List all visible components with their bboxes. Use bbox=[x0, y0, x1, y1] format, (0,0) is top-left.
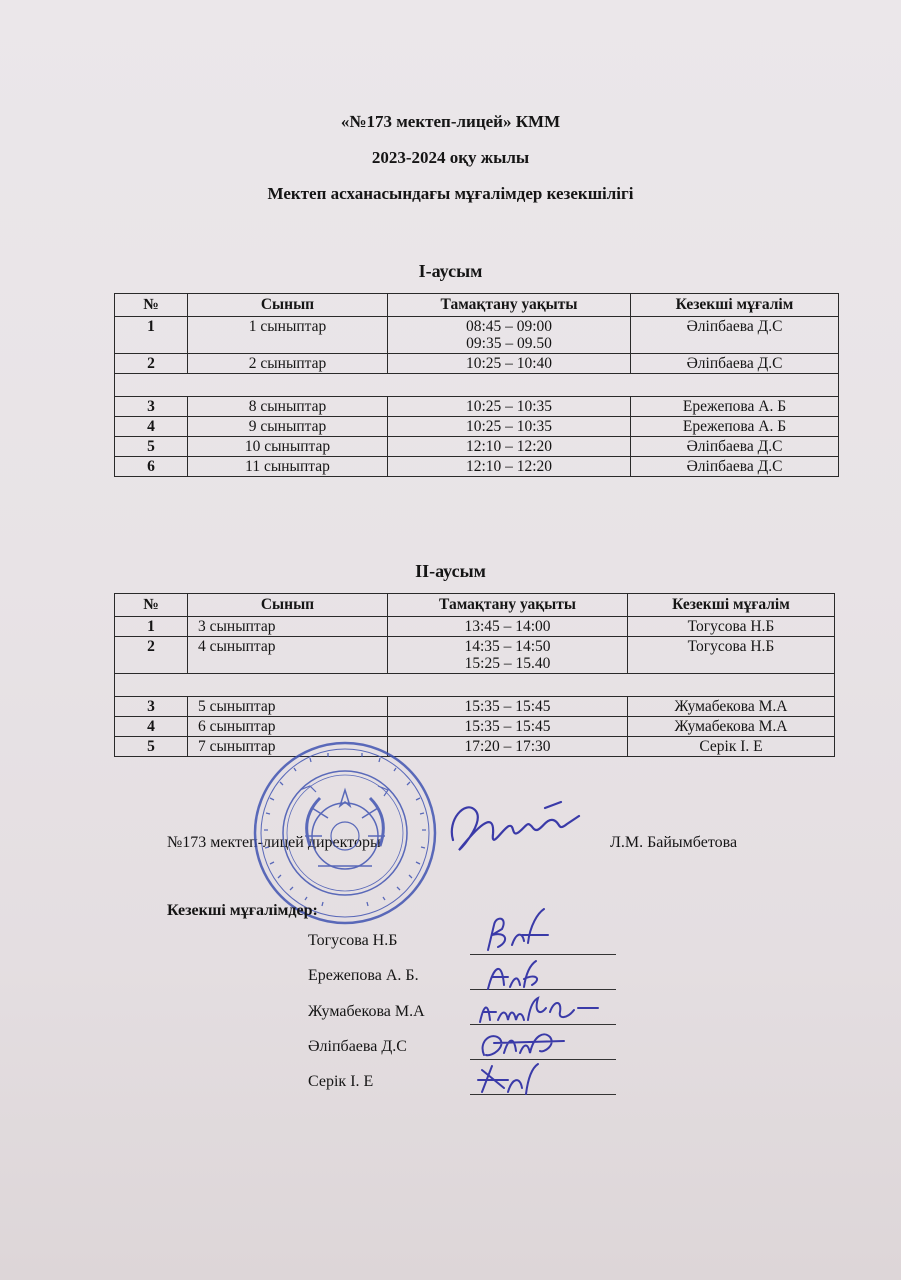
table-row bbox=[115, 354, 839, 374]
col-header-teacher: Кезекші мұғалім bbox=[628, 594, 835, 617]
row-time: 10:25 – 10:40 bbox=[388, 354, 631, 374]
teacher-name: Тогусова Н.Б bbox=[308, 932, 398, 949]
row-class: 2 сыныптар bbox=[188, 354, 388, 374]
teachers-label: Кезекші мұғалімдер: bbox=[167, 902, 318, 919]
table-row bbox=[115, 737, 835, 757]
signature-icon bbox=[480, 955, 560, 995]
col-header-num: № bbox=[115, 294, 188, 317]
row-teacher: Жумабекова М.А bbox=[628, 697, 835, 717]
table-row bbox=[115, 617, 835, 637]
director-label: №173 мектеп-лицей директоры bbox=[167, 834, 381, 851]
table-spacer-row bbox=[115, 674, 835, 697]
col-header-time: Тамақтану уақыты bbox=[388, 594, 628, 617]
table-row bbox=[115, 317, 839, 354]
row-teacher: Серік І. Е bbox=[628, 737, 835, 757]
row-time: 10:25 – 10:35 bbox=[388, 417, 631, 437]
col-header-time: Тамақтану уақыты bbox=[388, 294, 631, 317]
table-row bbox=[115, 397, 839, 417]
row-time: 13:45 – 14:00 bbox=[388, 617, 628, 637]
row-num: 3 bbox=[115, 397, 188, 417]
row-num: 6 bbox=[115, 457, 188, 477]
col-header-class: Сынып bbox=[188, 294, 388, 317]
row-teacher: Тогусова Н.Б bbox=[628, 637, 835, 674]
header-line-1: «№173 мектеп-лицей» КММ bbox=[340, 112, 561, 131]
signature-icon bbox=[478, 905, 558, 960]
row-num: 1 bbox=[115, 617, 188, 637]
row-class: 8 сыныптар bbox=[188, 397, 388, 417]
row-class: 6 сыныптар bbox=[188, 717, 388, 737]
col-header-class: Сынып bbox=[188, 594, 388, 617]
table-spacer-row bbox=[115, 374, 839, 397]
row-time: 15:35 – 15:45 bbox=[388, 717, 628, 737]
col-header-num: № bbox=[115, 594, 188, 617]
row-num: 3 bbox=[115, 697, 188, 717]
row-class: 9 сыныптар bbox=[188, 417, 388, 437]
table-header-row bbox=[115, 294, 839, 317]
row-class: 4 сыныптар bbox=[188, 637, 388, 674]
time-slot: 14:35 – 14:50 bbox=[464, 638, 551, 655]
spacer-cell bbox=[115, 674, 835, 697]
row-class: 7 сыныптар bbox=[188, 737, 388, 757]
row-num: 2 bbox=[115, 354, 188, 374]
row-class: 11 сыныптар bbox=[188, 457, 388, 477]
row-time: 15:35 – 15:45 bbox=[388, 697, 628, 717]
row-class: 3 сыныптар bbox=[188, 617, 388, 637]
row-time bbox=[388, 637, 628, 674]
director-signature-icon bbox=[445, 790, 595, 865]
row-num: 5 bbox=[115, 437, 188, 457]
row-class: 5 сыныптар bbox=[188, 697, 388, 717]
row-teacher: Тогусова Н.Б bbox=[628, 617, 835, 637]
row-time: 17:20 – 17:30 bbox=[388, 737, 628, 757]
row-time: 12:10 – 12:20 bbox=[388, 457, 631, 477]
signature-icon bbox=[474, 1058, 554, 1100]
table-header-row bbox=[115, 594, 835, 617]
time-slot: 15:25 – 15.40 bbox=[464, 655, 551, 672]
row-teacher: Әліпбаева Д.С bbox=[631, 317, 839, 354]
row-teacher: Әліпбаева Д.С bbox=[631, 354, 839, 374]
header-line-3: Мектеп асханасындағы мұғалімдер кезекшілігі bbox=[267, 184, 634, 203]
row-num: 2 bbox=[115, 637, 188, 674]
time-slot: 09:35 – 09.50 bbox=[466, 335, 552, 352]
table-row bbox=[115, 697, 835, 717]
table-row bbox=[115, 457, 839, 477]
row-teacher: Әліпбаева Д.С bbox=[631, 457, 839, 477]
row-teacher: Ережепова А. Б bbox=[631, 417, 839, 437]
teacher-name: Ережепова А. Б. bbox=[308, 967, 419, 984]
row-time bbox=[388, 317, 631, 354]
teacher-name: Әліпбаева Д.С bbox=[308, 1038, 407, 1055]
row-time: 12:10 – 12:20 bbox=[388, 437, 631, 457]
row-num: 1 bbox=[115, 317, 188, 354]
table-row bbox=[115, 437, 839, 457]
teacher-name: Серік І. Е bbox=[308, 1073, 374, 1090]
table-row bbox=[115, 637, 835, 674]
shift1-table bbox=[114, 293, 839, 477]
shift2-table bbox=[114, 593, 835, 757]
row-teacher: Жумабекова М.А bbox=[628, 717, 835, 737]
time-slot: 08:45 – 09:00 bbox=[465, 318, 553, 335]
row-num: 4 bbox=[115, 417, 188, 437]
shift1-title: I-аусым bbox=[418, 261, 483, 281]
table-row bbox=[115, 417, 839, 437]
spacer-cell bbox=[115, 374, 839, 397]
row-class: 10 сыныптар bbox=[188, 437, 388, 457]
header-line-2: 2023-2024 оқу жылы bbox=[371, 148, 530, 167]
director-name: Л.М. Байымбетова bbox=[610, 834, 738, 851]
row-teacher: Әліпбаева Д.С bbox=[631, 437, 839, 457]
official-stamp bbox=[250, 738, 440, 928]
row-num: 5 bbox=[115, 737, 188, 757]
col-header-teacher: Кезекші мұғалім bbox=[631, 294, 839, 317]
row-num: 4 bbox=[115, 717, 188, 737]
row-time: 10:25 – 10:35 bbox=[388, 397, 631, 417]
row-class: 1 сыныптар bbox=[188, 317, 388, 354]
table-row bbox=[115, 717, 835, 737]
row-teacher: Ережепова А. Б bbox=[631, 397, 839, 417]
shift2-title: II-аусым bbox=[415, 561, 486, 581]
teacher-name: Жумабекова М.А bbox=[308, 1003, 425, 1020]
